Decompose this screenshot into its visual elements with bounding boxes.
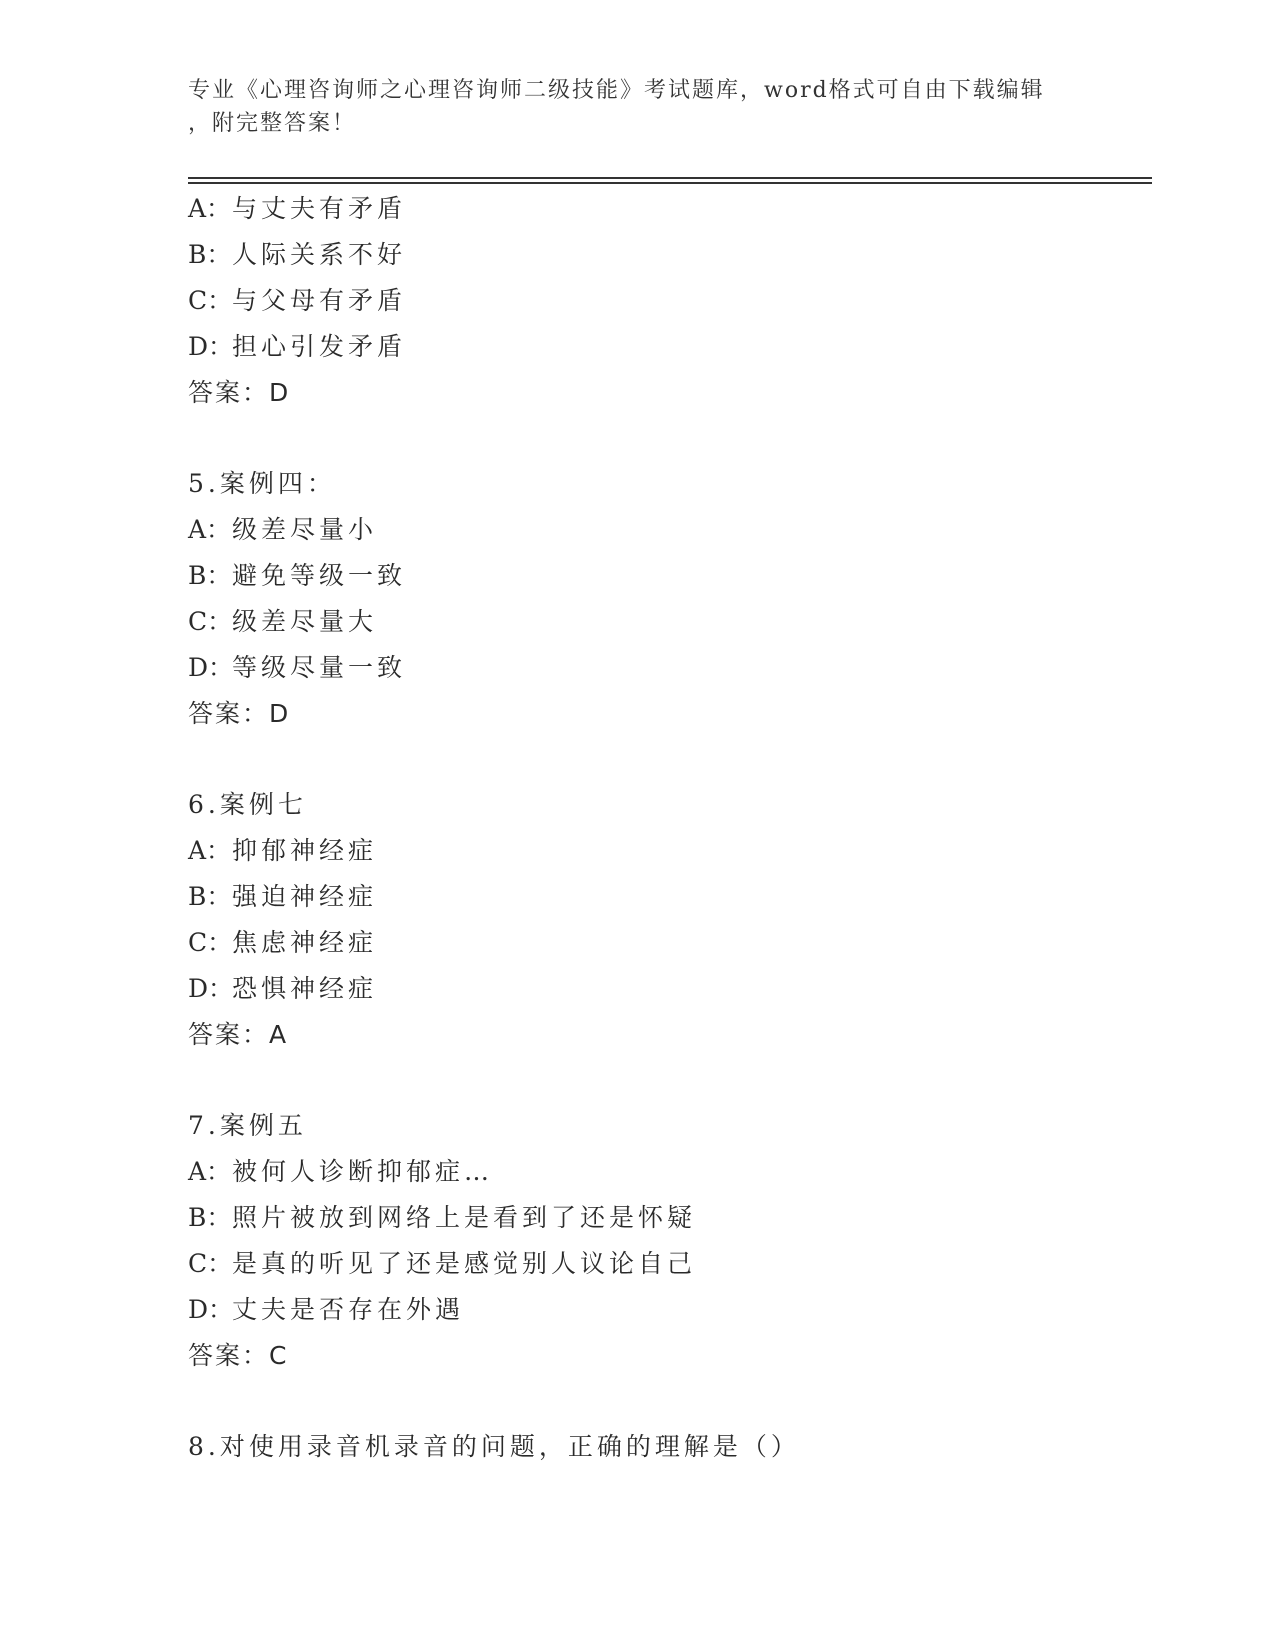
option-letter: C： (188, 928, 233, 957)
option-c (188, 278, 1152, 324)
spacer (188, 416, 1152, 461)
option-text: 人际关系不好 (232, 240, 407, 269)
spacer (188, 1379, 1152, 1424)
option-letter: B： (188, 240, 232, 269)
header-line-2: ，附完整答案！ (188, 111, 357, 136)
question-block-8 (188, 1424, 1152, 1470)
option-text: 焦虑神经症 (232, 928, 378, 957)
question-title: 5.案例四： (188, 469, 336, 498)
option-text: 恐惧神经症 (232, 974, 378, 1003)
option-text: 被何人诊断抑郁症… (232, 1157, 494, 1186)
option-letter: A： (188, 515, 232, 544)
option-c (188, 920, 1152, 966)
question-block-7 (188, 1103, 1152, 1379)
option-letter: D： (188, 332, 234, 361)
question-title: 8.对使用录音机录音的问题，正确的理解是（） (188, 1432, 800, 1461)
option-d (188, 1287, 1152, 1333)
header-rule-bottom (188, 182, 1152, 184)
option-letter: D： (188, 653, 234, 682)
option-letter: D： (188, 1295, 234, 1324)
question-title: 7.案例五 (188, 1111, 307, 1140)
option-letter: B： (188, 1203, 232, 1232)
answer-line: 答案：A (188, 1020, 289, 1049)
option-d (188, 324, 1152, 370)
option-letter: A： (188, 194, 232, 223)
question-list (188, 186, 1152, 1470)
option-letter: C： (188, 1249, 233, 1278)
answer-line: 答案：D (188, 699, 291, 728)
spacer (188, 1058, 1152, 1103)
option-d (188, 645, 1152, 691)
option-a (188, 1149, 1152, 1195)
spacer (188, 737, 1152, 782)
header-line-1: 专业《心理咨询师之心理咨询师二级技能》考试题库，word格式可自由下载编辑 (188, 78, 1045, 103)
question-block-6 (188, 782, 1152, 1058)
document-header (188, 74, 1088, 140)
answer-line: 答案：D (188, 378, 291, 407)
option-b (188, 232, 1152, 278)
option-text: 与丈夫有矛盾 (232, 194, 407, 223)
option-text: 担心引发矛盾 (232, 332, 407, 361)
header-rule-top (188, 177, 1152, 179)
option-b (188, 1195, 1152, 1241)
option-letter: C： (188, 607, 233, 636)
option-letter: A： (188, 1157, 232, 1186)
option-letter: D： (188, 974, 234, 1003)
option-a (188, 828, 1152, 874)
option-text: 与父母有矛盾 (232, 286, 407, 315)
option-c (188, 599, 1152, 645)
option-letter: B： (188, 882, 232, 911)
option-letter: C： (188, 286, 233, 315)
question-title: 6.案例七 (188, 790, 307, 819)
answer-line: 答案：C (188, 1341, 289, 1370)
option-text: 等级尽量一致 (232, 653, 407, 682)
option-text: 级差尽量大 (232, 607, 378, 636)
option-text: 强迫神经症 (232, 882, 378, 911)
option-text: 丈夫是否存在外遇 (232, 1295, 465, 1324)
option-d (188, 966, 1152, 1012)
option-c (188, 1241, 1152, 1287)
question-block-1 (188, 186, 1152, 416)
option-text: 避免等级一致 (232, 561, 407, 590)
option-b (188, 553, 1152, 599)
option-letter: B： (188, 561, 232, 590)
option-a (188, 507, 1152, 553)
option-letter: A： (188, 836, 232, 865)
option-text: 是真的听见了还是感觉别人议论自己 (232, 1249, 697, 1278)
option-text: 照片被放到网络上是看到了还是怀疑 (232, 1203, 697, 1232)
option-text: 抑郁神经症 (232, 836, 378, 865)
option-b (188, 874, 1152, 920)
question-block-5 (188, 461, 1152, 737)
option-a (188, 186, 1152, 232)
option-text: 级差尽量小 (232, 515, 378, 544)
